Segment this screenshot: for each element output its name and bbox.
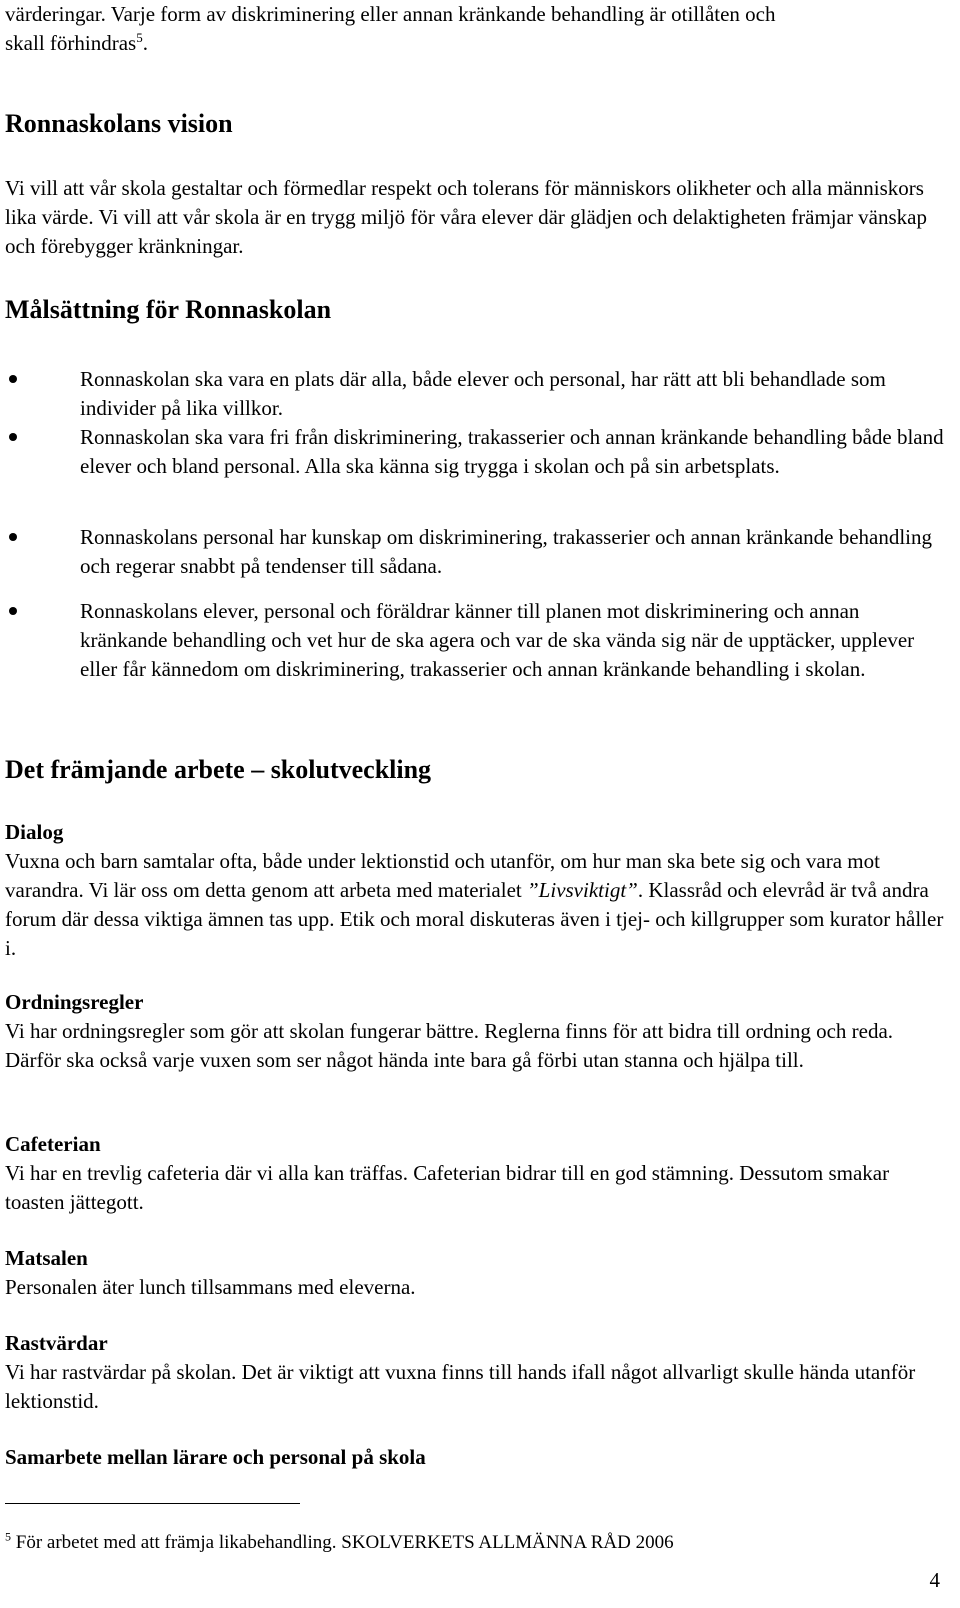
recess-title: Rastvärdar xyxy=(5,1331,108,1355)
footnote-reference: 5 xyxy=(136,30,143,45)
dialog-text-after: . Klassråd och elevråd är två andra forum där dessa viktiga ämnen tas upp. Etik och moral diskuteras även i tjej- och killgrupper som kurator håller i. xyxy=(5,878,944,960)
footnote-text: För arbetet med att främja likabehandling. SKOLVERKETS ALLMÄNNA RÅD 2006 xyxy=(15,1532,674,1553)
cafeteria-title: Cafeterian xyxy=(5,1132,101,1156)
intro-line-2: skall förhindras xyxy=(5,31,137,55)
dialog-material-title: ”Livsviktigt” xyxy=(527,878,638,902)
footnote-number: 5 xyxy=(5,1529,11,1544)
vision-paragraph: Vi vill att vår skola gestaltar och förmedlar respekt och tolerans för människors olikheter och alla människors lika värde. Vi vill att vår skola är en trygg miljö för våra elever där glädjen och delaktigheten främjar vänskap och förebygger kränkningar. xyxy=(5,176,928,258)
recess-paragraph: Vi har rastvärdar på skolan. Det är viktigt att vuxna finns till hands ifall något allvarligt skulle hända utanför lektionstid. xyxy=(5,1360,916,1413)
dining-paragraph: Personalen äter lunch tillsammans med eleverna. xyxy=(5,1275,416,1299)
goals-list-item: Ronnaskolans elever, personal och föräldrar känner till planen mot diskriminering och annan kränkande behandling och vet hur de ska agera och var de ska vända sig när de upptäcker, upplever eller får kännedom om diskriminering, trakasserier och annan kränkande behandling i skolan. xyxy=(80,597,950,684)
cooperation-title: Samarbete mellan lärare och personal på skola xyxy=(5,1445,426,1469)
rules-title: Ordningsregler xyxy=(5,990,144,1014)
footnote xyxy=(5,1531,674,1555)
rules-paragraph: Vi har ordningsregler som gör att skolan fungerar bättre. Reglerna finns för att bidra till ordning och reda. Därför ska också varje vuxen som ser något hända inte bara gå förbi utan stanna och hjälpa till. xyxy=(5,1019,894,1072)
intro-paragraph xyxy=(5,0,950,58)
footnote-divider xyxy=(5,1503,300,1504)
page-number: 4 xyxy=(929,1568,940,1592)
promotion-heading: Det främjande arbete – skolutveckling xyxy=(5,755,432,784)
goals-list-item: Ronnaskolan ska vara en plats där alla, både elever och personal, har rätt att bli behandlade som individer på lika villkor. xyxy=(80,365,950,423)
intro-line-2-end: . xyxy=(142,31,148,55)
dining-title: Matsalen xyxy=(5,1246,88,1270)
goals-list-item: Ronnaskolans personal har kunskap om diskriminering, trakasserier och annan kränkande behandling och regerar snabbt på tendenser till sådana. xyxy=(80,523,950,581)
cafeteria-paragraph: Vi har en trevlig cafeteria där vi alla kan träffas. Cafeterian bidrar till en god stämning. Dessutom smakar toasten jättegott. xyxy=(5,1161,890,1214)
goals-heading: Målsättning för Ronnaskolan xyxy=(5,295,332,324)
goals-list-item: Ronnaskolan ska vara fri från diskriminering, trakasserier och annan kränkande behandling både bland elever och bland personal. Alla ska känna sig trygga i skolan och på sin arbetsplats. xyxy=(80,423,950,481)
dialog-text-before: Vuxna och barn samtalar ofta, både under lektionstid och utanför, om hur man ska bete sig och vara mot varandra. Vi lär oss om detta genom att arbeta med materialet xyxy=(5,849,880,902)
vision-heading: Ronnaskolans vision xyxy=(5,109,233,138)
intro-line-1: värderingar. Varje form av diskriminering eller annan kränkande behandling är otillåten och xyxy=(5,2,776,26)
dialog-paragraph xyxy=(5,847,950,963)
dialog-title: Dialog xyxy=(5,820,64,844)
